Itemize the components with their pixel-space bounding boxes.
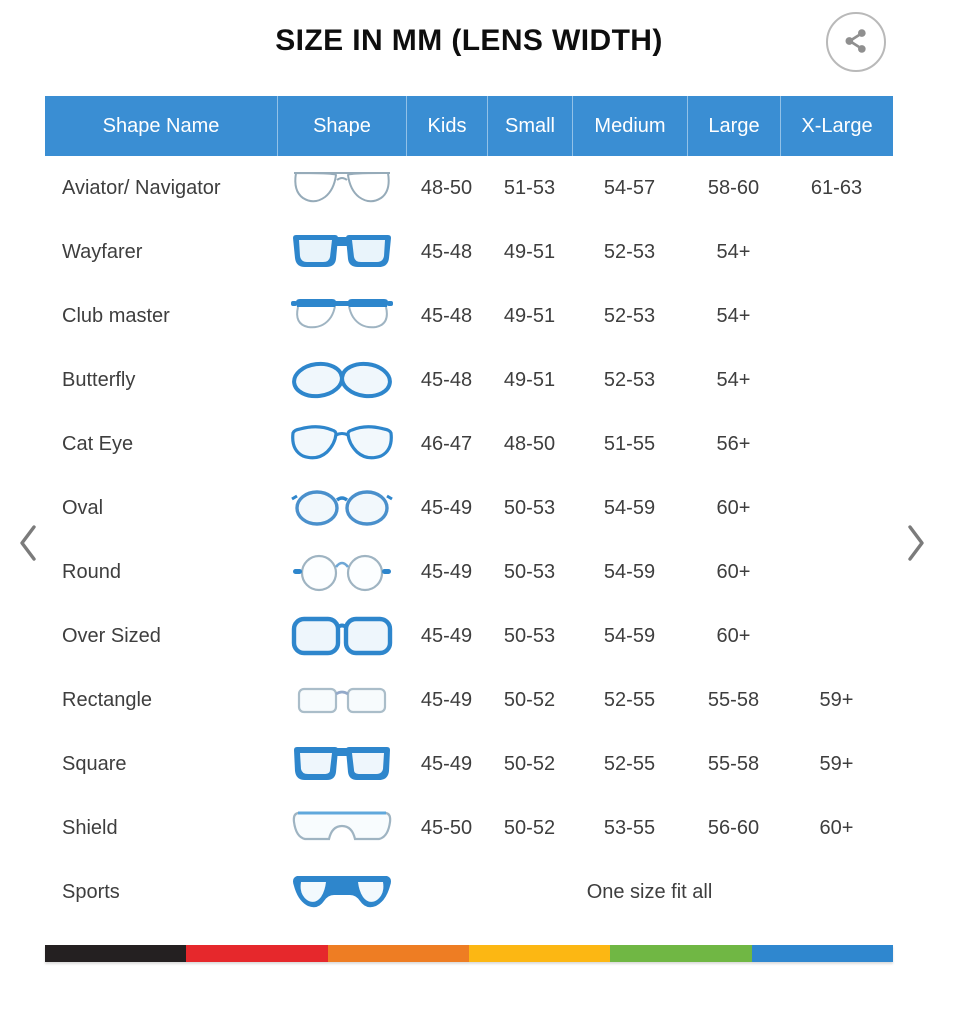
wayfarer-glasses-icon [277, 230, 406, 274]
medium-size: 52-55 [603, 752, 656, 775]
large-size: 60+ [716, 560, 751, 583]
kids-size: 45-49 [420, 496, 473, 519]
medium-size: 52-53 [603, 240, 656, 263]
small-size: 49-51 [503, 304, 556, 327]
medium-size: 52-55 [603, 688, 656, 711]
kids-size: 45-48 [420, 240, 473, 263]
medium-size: 53-55 [603, 816, 656, 839]
small-size: 49-51 [503, 240, 556, 263]
kids-size: 45-49 [420, 752, 473, 775]
medium-size: 51-55 [603, 432, 656, 455]
table-row [45, 476, 893, 540]
table-row [45, 860, 893, 924]
shape-name-label: Rectangle [62, 688, 153, 711]
footer-color-stripe [45, 945, 893, 962]
shape-name-label: Aviator/ Navigator [62, 176, 221, 199]
large-size: 54+ [716, 304, 751, 327]
shield-glasses-icon [277, 806, 406, 850]
column-header-small: Small [487, 96, 572, 156]
oval-glasses-icon [277, 486, 406, 530]
shape-name-label: Shield [62, 816, 118, 839]
table-header-row [45, 96, 893, 156]
shape-name-label: Wayfarer [62, 240, 143, 263]
square-glasses-icon [277, 742, 406, 786]
stripe-segment [45, 945, 186, 962]
shape-name-label: Butterfly [62, 368, 136, 391]
carousel-next-button[interactable] [904, 524, 928, 564]
small-size: 50-52 [503, 752, 556, 775]
one-size-note: One size fit all [586, 880, 713, 903]
column-header-medium: Medium [572, 96, 687, 156]
share-icon [841, 26, 871, 59]
small-size: 49-51 [503, 368, 556, 391]
shape-name-label: Sports [62, 880, 120, 903]
column-header-large: Large [687, 96, 780, 156]
size-table [45, 96, 893, 924]
small-size: 50-52 [503, 688, 556, 711]
table-row [45, 348, 893, 412]
large-size: 58-60 [707, 176, 760, 199]
stripe-segment [610, 945, 751, 962]
shape-name-label: Oval [62, 496, 104, 519]
medium-size: 54-59 [603, 624, 656, 647]
share-button[interactable] [826, 12, 886, 72]
large-size: 60+ [716, 496, 751, 519]
small-size: 48-50 [503, 432, 556, 455]
table-row [45, 732, 893, 796]
table-row [45, 604, 893, 668]
small-size: 50-53 [503, 496, 556, 519]
carousel-prev-button[interactable] [16, 524, 40, 564]
xlarge-size: 61-63 [810, 176, 863, 199]
kids-size: 46-47 [420, 432, 473, 455]
medium-size: 54-59 [603, 496, 656, 519]
large-size: 55-58 [707, 752, 760, 775]
chevron-right-icon [906, 525, 926, 564]
table-row [45, 668, 893, 732]
table-row [45, 796, 893, 860]
kids-size: 45-48 [420, 368, 473, 391]
kids-size: 45-50 [420, 816, 473, 839]
column-header-shape-name: Shape Name [102, 114, 220, 137]
stripe-segment [328, 945, 469, 962]
large-size: 55-58 [707, 688, 760, 711]
butterfly-glasses-icon [277, 358, 406, 402]
medium-size: 54-59 [603, 560, 656, 583]
round-glasses-icon [277, 550, 406, 594]
small-size: 50-52 [503, 816, 556, 839]
xlarge-size: 60+ [819, 816, 854, 839]
table-row [45, 540, 893, 604]
kids-size: 45-49 [420, 624, 473, 647]
cateye-glasses-icon [277, 422, 406, 466]
stripe-segment [469, 945, 610, 962]
small-size: 50-53 [503, 560, 556, 583]
shape-name-label: Square [62, 752, 127, 775]
chevron-left-icon [18, 525, 38, 564]
shape-name-label: Club master [62, 304, 170, 327]
stripe-segment [752, 945, 893, 962]
large-size: 56+ [716, 432, 751, 455]
large-size: 54+ [716, 240, 751, 263]
kids-size: 45-49 [420, 560, 473, 583]
kids-size: 45-48 [420, 304, 473, 327]
small-size: 51-53 [503, 176, 556, 199]
small-size: 50-53 [503, 624, 556, 647]
medium-size: 52-53 [603, 304, 656, 327]
kids-size: 45-49 [420, 688, 473, 711]
medium-size: 54-57 [603, 176, 656, 199]
table-row [45, 156, 893, 220]
column-header-kids: Kids [406, 96, 487, 156]
table-row [45, 284, 893, 348]
sports-glasses-icon [277, 870, 406, 914]
rectangle-glasses-icon [277, 678, 406, 722]
shape-name-label: Over Sized [62, 624, 161, 647]
table-row [45, 412, 893, 476]
large-size: 60+ [716, 624, 751, 647]
shape-name-label: Cat Eye [62, 432, 134, 455]
kids-size: 48-50 [420, 176, 473, 199]
clubmaster-glasses-icon [277, 294, 406, 338]
stripe-segment [186, 945, 327, 962]
column-header-xlarge: X-Large [780, 96, 893, 156]
oversized-glasses-icon [277, 614, 406, 658]
shape-name-label: Round [62, 560, 121, 583]
table-row [45, 220, 893, 284]
large-size: 54+ [716, 368, 751, 391]
xlarge-size: 59+ [819, 688, 854, 711]
aviator-glasses-icon [277, 166, 406, 210]
medium-size: 52-53 [603, 368, 656, 391]
page-title: SIZE IN MM (LENS WIDTH) [275, 24, 663, 57]
column-header-shape: Shape [277, 96, 406, 156]
large-size: 56-60 [707, 816, 760, 839]
xlarge-size: 59+ [819, 752, 854, 775]
